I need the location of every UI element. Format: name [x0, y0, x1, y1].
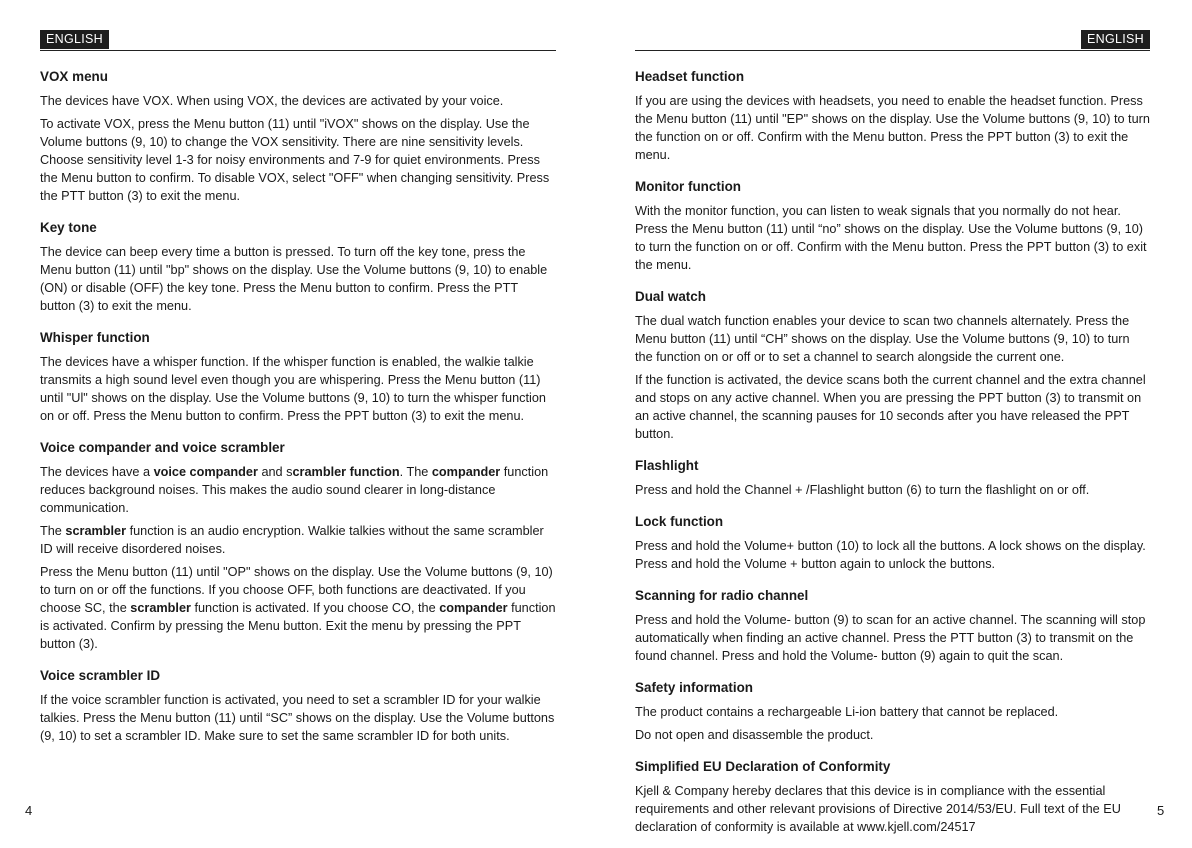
- section-voice-scrambler-id: [40, 665, 556, 745]
- paragraph: The devices have a whisper function. If the whisper function is enabled, the walkie talkie transmits a high sound level even though you are whispering. Press the Menu button (11) until "Ul" shows on the display. Use the Volume buttons (9, 10) to turn the whisper function on or off. Press the Menu button to confirm. Press the PPT button (3) to exit the menu.: [40, 355, 546, 423]
- section-voice-compander: [40, 437, 556, 653]
- paragraph: To activate VOX, press the Menu button (11) until "iVOX" shows on the display. Use the Volume buttons (9, 10) to change the VOX sensitivity. There are nine sensitivity levels. Choose sensitivity level 1-3 for noisy environments and 7-9 for quiet environments. Press the Menu button to confirm. To disable VOX, select "OFF" when changing sensitivity. Press the PTT button (3) to exit the menu.: [40, 117, 550, 203]
- text-run: function is an audio encryption. Walkie talkies without the same scrambler ID will receive disordered noises.: [40, 524, 544, 556]
- text-run: The: [40, 524, 66, 538]
- section-title: VOX menu: [40, 68, 108, 84]
- section-title: Scanning for radio channel: [635, 587, 809, 603]
- section-scanning: [635, 585, 1150, 665]
- paragraph: Do not open and disassemble the product.: [635, 728, 874, 742]
- left-page-content: [40, 66, 556, 757]
- section-title: Safety information: [635, 679, 753, 695]
- text-run: function is activated. If you choose CO, the: [190, 601, 440, 615]
- paragraph: The product contains a rechargeable Li-ion battery that cannot be replaced.: [635, 705, 1059, 719]
- paragraph: The devices have VOX. When using VOX, the devices are activated by your voice.: [40, 94, 504, 108]
- header-left: [40, 30, 556, 51]
- paragraph: [40, 522, 556, 558]
- text-run: The devices have a: [40, 465, 154, 479]
- paragraph: If you are using the devices with headsets, you need to enable the headset function. Press the Menu button (11) until "EP" shows on the display. Use the Volume buttons (9, 10) to turn the function on or off. Confirm with the Menu button. Press the PPT button (3) to exit the menu.: [635, 94, 1150, 162]
- bold-term: scrambler: [65, 524, 127, 538]
- section-title: Headset function: [635, 68, 745, 84]
- bold-term: crambler function: [292, 465, 400, 479]
- paragraph: Kjell & Company hereby declares that this device is in compliance with the essential requirements and other relevant provisions of Directive 2014/53/EU. Full text of the EU declaration of conformity is available at www.kjell.com/24517: [635, 784, 1121, 834]
- text-run: function reduces background noises. This makes the audio sound clearer in long-distance communication.: [40, 465, 549, 515]
- bold-term: compander: [439, 601, 508, 615]
- text-run: . The: [399, 465, 432, 479]
- paragraph: The dual watch function enables your device to scan two channels alternately. Press the Menu button (11) until “CH” shows on the display. Use the Volume buttons (9, 10) to turn the function on or off or to set a channel to search alongside the current one.: [635, 314, 1130, 364]
- paragraph: The device can beep every time a button is pressed. To turn off the key tone, press the Menu button (11) until "bp" shows on the display. Use the Volume buttons (9, 10) to enable (ON) or disable (OFF) the key tone. Press the Menu button to confirm. Press the PTT button (3) to exit the menu.: [40, 245, 548, 313]
- paragraph: Press and hold the Channel + /Flashlight button (6) to turn the flashlight on or off.: [635, 483, 1090, 497]
- language-label-right: ENGLISH: [1081, 30, 1150, 49]
- paragraph: If the voice scrambler function is activated, you need to set a scrambler ID for your walkie talkies. Press the Menu button (11) until “SC” shows on the display. Use the Volume buttons (9, 10) to set a scrambler ID. Make sure to set the same scrambler ID for both units.: [40, 693, 555, 743]
- section-dual-watch: [635, 286, 1150, 443]
- header-right: [635, 30, 1150, 51]
- paragraph: If the function is activated, the device scans both the current channel and the extra channel and stops on any active channel. When you are pressing the PPT button (3) to transmit on an active channel, the scanning pauses for 10 seconds after you have released the PPT button.: [635, 373, 1146, 441]
- bold-term: scrambler: [130, 601, 191, 615]
- bold-term: compander: [431, 465, 501, 479]
- text-run: Press the Menu button (11) until "OP" shows on the display. Use the Volume buttons (9, 10) to turn on or off the functions. If you choose OFF, both functions are deactivated. If you choose SC, the: [40, 565, 553, 615]
- paragraph: With the monitor function, you can listen to weak signals that you normally do not hear. Press the Menu button (11) until “no” shows on the display. Use the Volume buttons (9, 10) to turn the function on or off. Confirm with the Menu button. Press the PPT button (3) to exit the menu.: [635, 204, 1147, 272]
- section-monitor-function: [635, 176, 1150, 274]
- section-title: Simplified EU Declaration of Conformity: [635, 758, 891, 774]
- section-vox-menu: [40, 66, 556, 205]
- language-label-left: ENGLISH: [40, 30, 109, 49]
- section-headset-function: [635, 66, 1150, 164]
- section-title: Whisper function: [40, 329, 150, 345]
- section-title: Key tone: [40, 219, 97, 235]
- section-title: Monitor function: [635, 178, 742, 194]
- right-page-content: [635, 66, 1150, 848]
- section-title: Flashlight: [635, 457, 699, 473]
- section-flashlight: [635, 455, 1150, 499]
- section-whisper-function: [40, 327, 556, 425]
- paragraph: [40, 563, 556, 653]
- paragraph: [40, 463, 556, 517]
- paragraph: Press and hold the Volume- button (9) to scan for an active channel. The scanning will stop automatically when finding an active channel. Press the PTT button (3) to transmit on the found channel. Press and hold the Volume- button (9) again to quit the scan.: [635, 613, 1146, 663]
- text-run: and s: [257, 465, 293, 479]
- section-title: Dual watch: [635, 288, 706, 304]
- section-eu-declaration: [635, 756, 1150, 836]
- text-run: function is activated. Confirm by pressing the Menu button. Exit the menu by pressing the PPT button (3).: [40, 601, 556, 651]
- section-lock-function: [635, 511, 1150, 573]
- section-title: Voice compander and voice scrambler: [40, 439, 285, 455]
- section-title: Lock function: [635, 513, 724, 529]
- page-number-left: 4: [25, 803, 33, 818]
- page-number-right: 5: [1157, 803, 1165, 818]
- section-title: Voice scrambler ID: [40, 667, 161, 683]
- section-safety-information: [635, 677, 1150, 744]
- paragraph: Press and hold the Volume+ button (10) to lock all the buttons. A lock shows on the display. Press and hold the Volume + button again to unlock the buttons.: [635, 539, 1146, 571]
- section-key-tone: [40, 217, 556, 315]
- bold-term: voice compander: [153, 465, 258, 479]
